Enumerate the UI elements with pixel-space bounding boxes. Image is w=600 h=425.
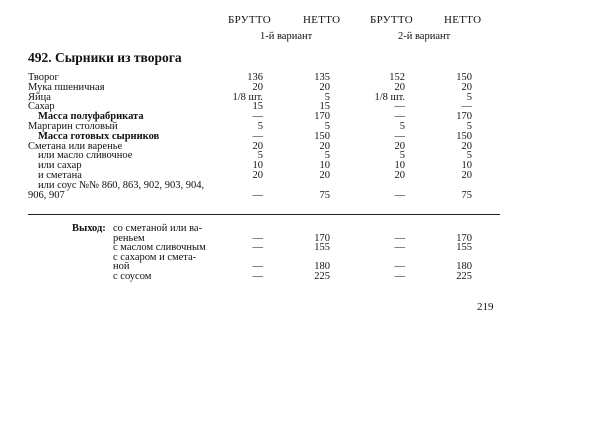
ingredient-value: 5 (257, 150, 263, 161)
output-label: с соусом (113, 271, 152, 282)
table-divider (28, 214, 500, 215)
ingredient-value: — (394, 111, 405, 122)
ingredient-value: 10 (319, 160, 330, 171)
ingredient-value: 20 (252, 170, 263, 181)
ingredient-label: Сметана или варенье (28, 141, 123, 152)
variant-2-label: 2-й вариант (398, 31, 451, 42)
ingredient-value: — (252, 131, 263, 142)
ingredient-value: 20 (461, 82, 472, 93)
ingredient-value: 20 (461, 170, 472, 181)
output-value: — (394, 242, 405, 253)
output-value: 155 (456, 242, 472, 253)
ingredient-label: Сахар (28, 101, 55, 112)
ingredient-value: 20 (319, 82, 330, 93)
ingredient-value: — (394, 190, 405, 201)
ingredient-value: 5 (399, 150, 405, 161)
ingredient-value: 136 (247, 72, 263, 83)
ingredient-value: 20 (461, 141, 472, 152)
output-value: — (252, 242, 263, 253)
ingredient-value: 150 (456, 72, 472, 83)
ingredient-value: 150 (456, 131, 472, 142)
output-value: — (252, 261, 263, 272)
ingredient-value: 20 (252, 82, 263, 93)
ingredient-value: 1/8 шт. (232, 92, 263, 103)
ingredient-value: 5 (324, 150, 330, 161)
ingredient-value: 170 (456, 111, 472, 122)
ingredient-label: или масло сливочное (38, 150, 133, 161)
output-value: 170 (314, 233, 330, 244)
variant-1-label: 1-й вариант (260, 31, 313, 42)
ingredient-value: 5 (399, 121, 405, 132)
output-value: 155 (314, 242, 330, 253)
ingredient-value: 10 (461, 160, 472, 171)
output-value: — (394, 271, 405, 282)
output-value: — (394, 261, 405, 272)
recipe-title: 492. Сырники из творога (28, 50, 182, 65)
ingredient-value: 5 (466, 121, 472, 132)
ingredient-value: 20 (252, 141, 263, 152)
ingredient-value: 10 (252, 160, 263, 171)
ingredient-value: — (252, 111, 263, 122)
output-value: 225 (314, 271, 330, 282)
ingredient-value: 5 (466, 150, 472, 161)
page-number: 219 (477, 301, 494, 313)
col-header-netto-1: НЕТТО (303, 14, 341, 26)
ingredient-value: 1/8 шт. (374, 92, 405, 103)
output-value: — (252, 233, 263, 244)
ingredient-value: 5 (324, 121, 330, 132)
ingredient-label: и сметана (38, 170, 82, 181)
ingredient-label: Масса полуфабриката (38, 111, 144, 122)
col-header-brutto-1: БРУТТО (228, 14, 271, 26)
output-label: ной (113, 261, 130, 272)
ingredient-value: 5 (324, 92, 330, 103)
ingredient-value: — (394, 131, 405, 142)
ingredient-label: Масса готовых сырников (38, 131, 160, 142)
ingredient-value: — (394, 101, 405, 112)
output-value: — (252, 271, 263, 282)
ingredient-label: Маргарин столовый (28, 121, 118, 132)
ingredient-value: 20 (394, 82, 405, 93)
ingredient-value: 10 (394, 160, 405, 171)
ingredient-value: 150 (314, 131, 330, 142)
ingredient-value: — (461, 101, 472, 112)
output-value: 180 (456, 261, 472, 272)
ingredient-value: 75 (461, 190, 472, 201)
ingredient-label: или сахар (38, 160, 82, 171)
ingredient-value: 135 (314, 72, 330, 83)
output-label: Выход: (72, 223, 106, 234)
ingredient-value: 20 (394, 170, 405, 181)
ingredient-value: 20 (319, 141, 330, 152)
output-label: со сметаной или ва- (113, 223, 203, 234)
output-value: 225 (456, 271, 472, 282)
ingredient-label: 906, 907 (28, 190, 65, 201)
ingredient-value: 75 (319, 190, 330, 201)
ingredient-value: 20 (394, 141, 405, 152)
ingredient-label: Мука пшеничная (28, 82, 105, 93)
output-value: 170 (456, 233, 472, 244)
output-row (0, 271, 600, 282)
output-value: 180 (314, 261, 330, 272)
ingredient-value: 5 (466, 92, 472, 103)
col-header-brutto-2: БРУТТО (370, 14, 413, 26)
ingredient-label: или соус №№ 860, 863, 902, 903, 904, (38, 180, 205, 191)
col-header-netto-2: НЕТТО (444, 14, 482, 26)
output-label: с сахаром и смета- (113, 252, 197, 263)
output-label: с маслом сливочным (113, 242, 206, 253)
ingredient-value: — (252, 190, 263, 201)
output-value: — (394, 233, 405, 244)
output-label: реньем (113, 233, 145, 244)
ingredient-label: Творог (28, 72, 59, 83)
ingredient-row (0, 190, 600, 201)
ingredient-value: 152 (389, 72, 405, 83)
ingredient-value: 15 (319, 101, 330, 112)
ingredient-value: 170 (314, 111, 330, 122)
ingredient-value: 5 (257, 121, 263, 132)
ingredient-label: Яйца (28, 92, 51, 103)
ingredient-value: 20 (319, 170, 330, 181)
ingredient-value: 15 (252, 101, 263, 112)
